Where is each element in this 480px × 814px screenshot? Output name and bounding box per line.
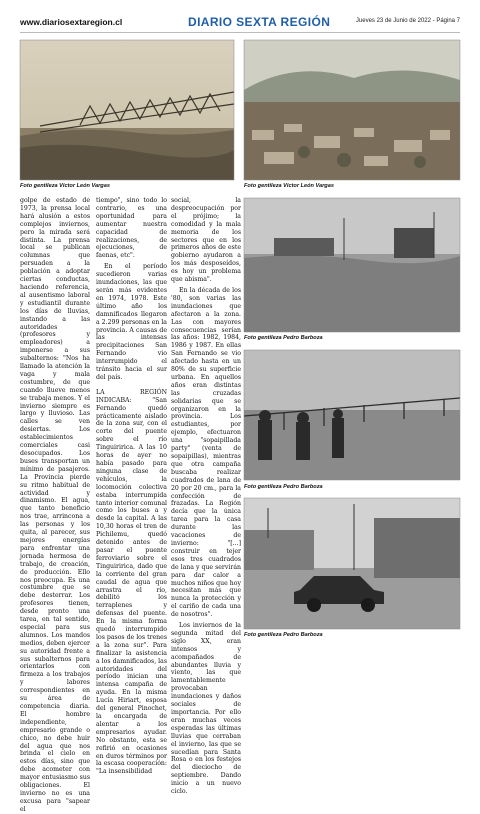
date-and-page: Jueves 23 de Junio de 2022 - Página 7	[355, 18, 460, 24]
article-column-2	[96, 197, 167, 776]
photo-flooded-street	[244, 198, 460, 332]
newspaper-masthead: DIARIO SEXTA REGIÓN	[188, 15, 331, 29]
article-column-3	[171, 197, 241, 796]
photo-railway-bridge	[20, 40, 234, 180]
article-paragraph: social, la despreocupación por el prójimo; la comodidad y la mala memoria de los sectores que en los primeros años de este gobierno ayudaron a los más desposeídos, es hoy un problema que abisma".	[171, 197, 241, 284]
header-rule	[20, 32, 460, 33]
photo-car-on-street	[244, 498, 460, 629]
photo-caption: Foto gentileza Pedro Barboza	[244, 632, 323, 638]
photo-town-view	[244, 40, 460, 180]
article-paragraph: golpe de estado de 1973, la prensa local hará alusión a estos complejos inviernos, pero la mirada será distinta. La prensa local se publican columnas que persuaden a la población a adoptar ciertas conductas, haciendo referencia, al ausentismo laboral y estudiantil durante los días de lluvias, instando a las autoridades (profesores y empleadores) a imponerse a sus subalternos: "Nos ha llamado la atención la vaga y mala costumbre, de que cuando llueve menos se trabaja menos. Y el invierno siempre es largo y lluvioso. Las calles se ven desiertas. Los establecimientos comerciales casi desocupados. Los buses transportan un mínimo de pasajeros. La Provincia pierde su ritmo habitual de actividad y dinamismo. El agua, que tanto beneficio nos trae, arrincona a las personas y los quita, al parecer, sus mejores energías para enfrentar una jornada hermosa de trabajo, de creación, de producción. Ello nos preocupa. Es una costumbre que se debe desterrar. Los profesores tienen, desde pronto una tarea, en tal sentido, especial para sus alumnos. Los mandos medios, deben ejercer su autoridad frente a sus subalternos para orientarlos con firmeza a los trabajos y labores correspondientes en su área de competencia diaria. El hombre independiente, empresario grande o chico, no debe huir del agua que nos brinda el cielo en estos días, sino que debe acometer con mayor entusiasmo sus obligaciones. El invierno no es una excusa para "sapear el	[20, 197, 90, 813]
page-header	[20, 16, 460, 30]
website-url[interactable]: www.diariosextaregion.cl	[20, 17, 123, 27]
article-paragraph: tiempo", sino todo lo contrario, es una oportunidad para aumentar nuestra capacidad de realizaciones, de ejecuciones, de faenas, etc".	[96, 197, 167, 260]
article-paragraph: LA REGIÓN INDICABA: "San Fernando quedó prácticamente aislado de la zona sur, con el corte del puente sobre el río Tinguiririca. A las 10 horas de ayer no había pasado para ninguna clase de vehículos, la locomoción colectiva estaba interrumpida tanto interior comunal como los buses a y desde la capital. A las 10,30 horas el tren de Pichilemu, quedó detenido antes de pasar el puente ferroviario sobre el Tinguiririca, dado que la corriente del gran caudal de agua que arrastra el río, debilitó los terraplenes y defensas del puente. En la misma forma quedó interrumpido los pasos de los trenes a la zona sur". Para finalizar la asistencia a los damnificados, las autoridades del período inician una intensa campaña de ayuda. En la misma Lucía Hiriart, esposa del general Pinochet, la encargada de alentar a los empresarios ayudar. No obstante, esta se refirió en ocasiones en duros términos por la escasa cooperación: "La insensibilidad	[96, 388, 167, 776]
article-paragraph: Los inviernos de la segunda mitad del siglo XX, eran intensos y acompañados de abundantes lluvia y viento, las que lamentablemente provocaban inundaciones y daños sociales de importancia. Por ello eran muchas veces esperadas las últimas lluvias que cerraban el invierno, las que se sucedían para Santa Rosa o en los festejos del dieciocho de septiembre. Dando inicio a un nuevo ciclo.	[171, 622, 241, 796]
article-paragraph: En el período sucedieron varias inundaciones, las que serán más evidentes en 1974, 1978. Este último año los damnificados llegaron a 2.299 personas en la provincia. A causas de las intensas precipitaciones San Fernando vio interrumpido el tránsito hacia el sur del país.	[96, 263, 167, 381]
photo-caption: Foto gentileza Víctor León Vargas	[244, 183, 334, 189]
photo-caption: Foto gentileza Pedro Barboza	[244, 484, 323, 490]
photo-people-on-bridge	[244, 350, 460, 480]
photo-caption: Foto gentileza Víctor León Vargas	[20, 183, 110, 189]
article-column-1	[20, 197, 90, 813]
photo-caption: Foto gentileza Pedro Barboza	[244, 335, 323, 341]
article-paragraph: En la década de los '80, son varias las inundaciones que afectaron a la zona. Las con mayores consecuencias serían las años: 1982, 1984, 1986 y 1987. En ellas San Fernando se vio afectado hasta en un 80% de su superficie urbana. En aquellos años eran distintas las cruzadas solidarias que se organizaron en la provincia. Los estudiantes, por ejemplo, efectuaron una "sopaipillada party" (venta de sopaipillas), mientras que otra campaña buscaba realizar cuadrados de lana de 20 por 20 cm., para la confección de frazadas. La Región decía que la única tarea para la casa durante las vacaciones de invierno: "[...] construir en tejer esos tres cuadrados de lana y que servirán para dar calor a muchos niños que hoy necesitan más que nunca la protección y el cariño de cada una de nosotros".	[171, 286, 241, 619]
